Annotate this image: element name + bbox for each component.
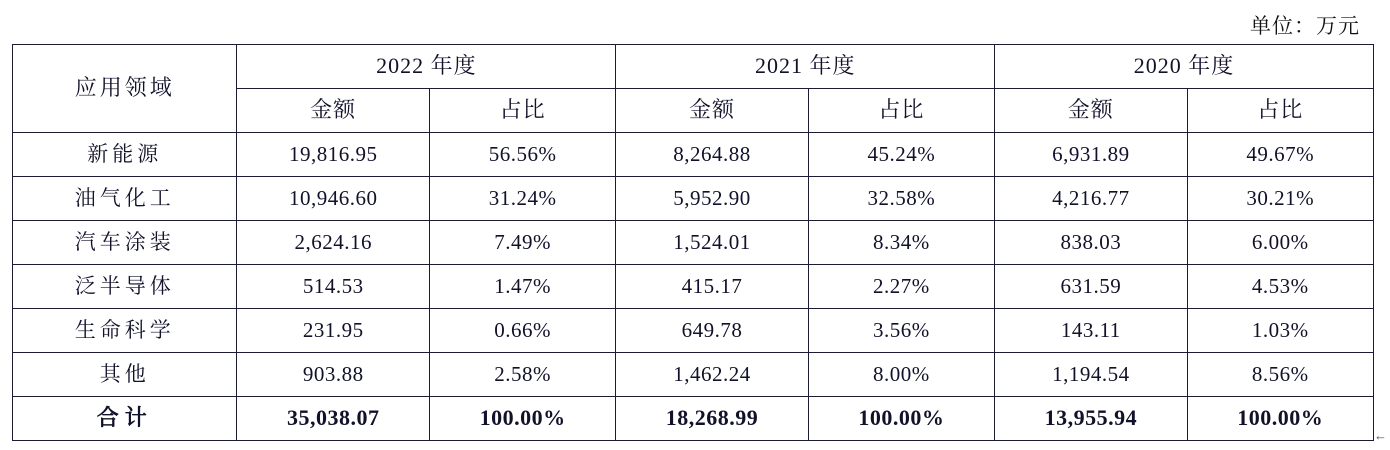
cell-amount-2020: 838.03: [995, 221, 1187, 265]
row-label: 其他: [13, 353, 237, 397]
cell-amount-2022: 19,816.95: [237, 133, 429, 177]
cell-percent-2020: 6.00%: [1187, 221, 1373, 265]
revenue-by-application-table: [12, 44, 1374, 441]
table-row: [13, 353, 1374, 397]
cell-amount-2020: 143.11: [995, 309, 1187, 353]
cell-percent-2022: 2.58%: [429, 353, 615, 397]
cell-percent-2022: 7.49%: [429, 221, 615, 265]
cell-amount-2022: 10,946.60: [237, 177, 429, 221]
table-row: [13, 221, 1374, 265]
cell-percent-2021: 8.34%: [808, 221, 994, 265]
row-label: 生命科学: [13, 309, 237, 353]
cell-percent-2022: 0.66%: [429, 309, 615, 353]
cell-percent-2021: 2.27%: [808, 265, 994, 309]
table-row: [13, 133, 1374, 177]
cell-percent-2020: 49.67%: [1187, 133, 1373, 177]
total-percent-2022: 100.00%: [429, 397, 615, 441]
header-percent-2021: 占比: [808, 89, 994, 133]
cell-percent-2021: 8.00%: [808, 353, 994, 397]
table-row: [13, 309, 1374, 353]
cell-amount-2021: 5,952.90: [616, 177, 808, 221]
header-application-field: 应用领域: [13, 45, 237, 133]
cell-percent-2022: 31.24%: [429, 177, 615, 221]
cell-percent-2020: 8.56%: [1187, 353, 1373, 397]
header-year-2022: 2022 年度: [237, 45, 616, 89]
row-label: 泛半导体: [13, 265, 237, 309]
total-percent-2021: 100.00%: [808, 397, 994, 441]
cell-amount-2021: 415.17: [616, 265, 808, 309]
page-edge-mark: ←: [1374, 428, 1387, 443]
cell-amount-2022: 514.53: [237, 265, 429, 309]
header-percent-2020: 占比: [1187, 89, 1373, 133]
header-amount-2022: 金额: [237, 89, 429, 133]
header-amount-2021: 金额: [616, 89, 808, 133]
row-label: 油气化工: [13, 177, 237, 221]
cell-percent-2021: 3.56%: [808, 309, 994, 353]
table-header-row-groups: [13, 45, 1374, 89]
cell-amount-2021: 8,264.88: [616, 133, 808, 177]
row-label: 汽车涂装: [13, 221, 237, 265]
header-year-2020: 2020 年度: [995, 45, 1374, 89]
total-amount-2022: 35,038.07: [237, 397, 429, 441]
cell-percent-2020: 1.03%: [1187, 309, 1373, 353]
unit-note: 单位：万元: [1250, 14, 1360, 38]
cell-amount-2022: 903.88: [237, 353, 429, 397]
header-amount-2020: 金额: [995, 89, 1187, 133]
table-row: [13, 177, 1374, 221]
total-percent-2020: 100.00%: [1187, 397, 1373, 441]
header-percent-2022: 占比: [429, 89, 615, 133]
cell-amount-2022: 231.95: [237, 309, 429, 353]
cell-amount-2020: 4,216.77: [995, 177, 1187, 221]
row-label: 新能源: [13, 133, 237, 177]
cell-amount-2021: 649.78: [616, 309, 808, 353]
cell-amount-2020: 1,194.54: [995, 353, 1187, 397]
cell-percent-2021: 45.24%: [808, 133, 994, 177]
cell-amount-2022: 2,624.16: [237, 221, 429, 265]
total-amount-2021: 18,268.99: [616, 397, 808, 441]
row-label-total: 合计: [13, 397, 237, 441]
cell-percent-2021: 32.58%: [808, 177, 994, 221]
table-total-row: [13, 397, 1374, 441]
cell-amount-2021: 1,524.01: [616, 221, 808, 265]
cell-percent-2022: 56.56%: [429, 133, 615, 177]
cell-amount-2021: 1,462.24: [616, 353, 808, 397]
cell-amount-2020: 6,931.89: [995, 133, 1187, 177]
table-row: [13, 265, 1374, 309]
cell-percent-2020: 30.21%: [1187, 177, 1373, 221]
cell-percent-2020: 4.53%: [1187, 265, 1373, 309]
cell-amount-2020: 631.59: [995, 265, 1187, 309]
header-year-2021: 2021 年度: [616, 45, 995, 89]
total-amount-2020: 13,955.94: [995, 397, 1187, 441]
cell-percent-2022: 1.47%: [429, 265, 615, 309]
